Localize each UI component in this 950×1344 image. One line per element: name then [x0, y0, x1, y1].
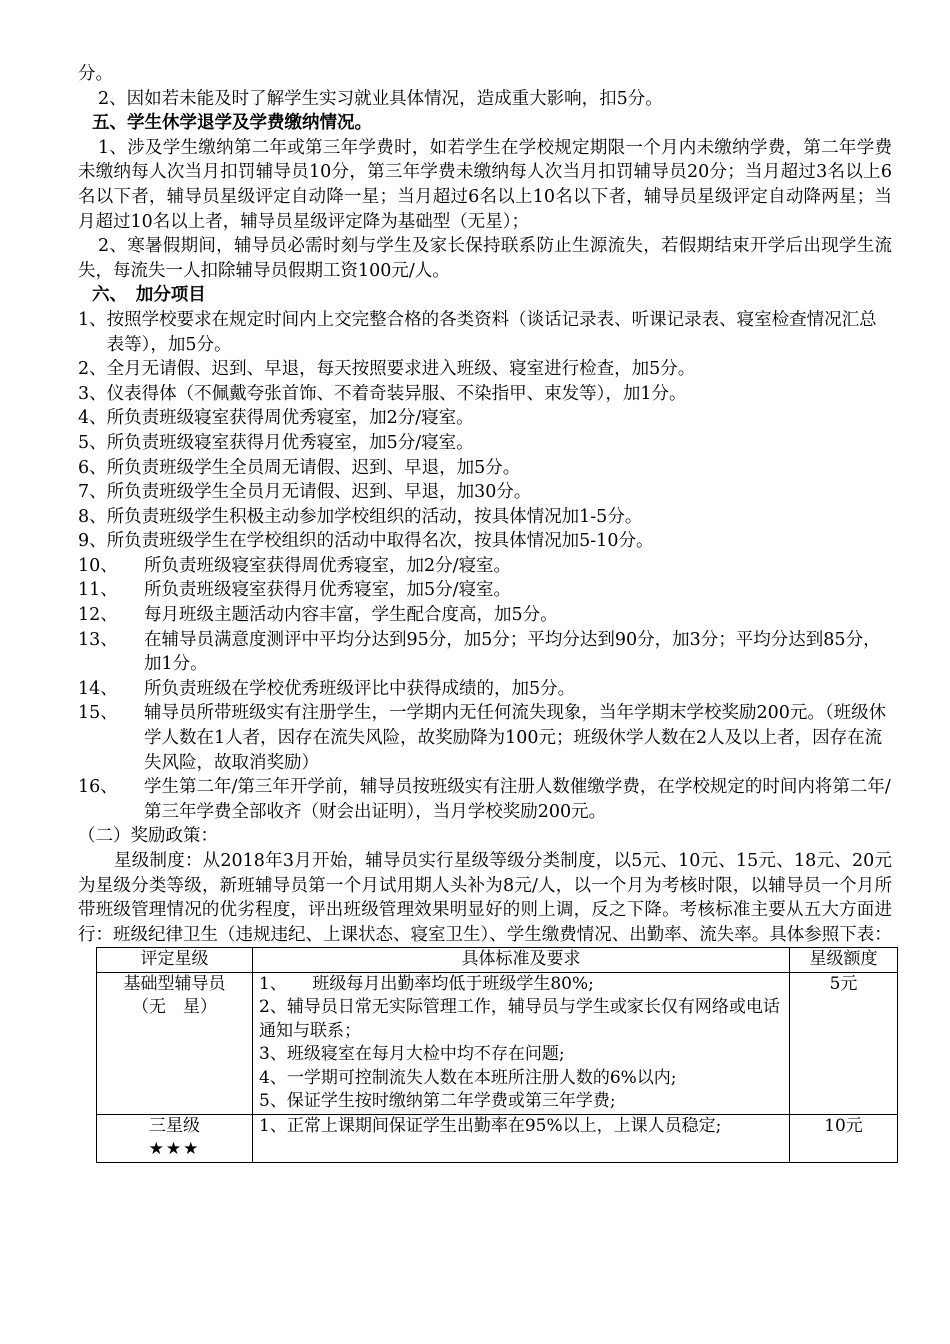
list-item — [78, 529, 892, 554]
text-line-deduction-2: 2、因如若未能及时了解学生实习就业具体情况，造成重大影响，扣5分。 — [98, 88, 663, 109]
criteria-cell — [253, 972, 790, 1114]
table-header-row — [97, 948, 898, 973]
table-row — [97, 1114, 898, 1162]
item-text: 所负责班级学生全员周无请假、迟到、早退，加5分。 — [106, 457, 521, 478]
list-item — [78, 701, 892, 775]
column-header-amount: 星级额度 — [790, 948, 898, 973]
item-number: 15、 — [78, 703, 118, 724]
level-name: 三星级 — [149, 1115, 200, 1136]
criteria-line: 1、 班级每月出勤率均低于班级学生80%; — [259, 973, 594, 994]
criteria-cell — [253, 1114, 790, 1162]
item-text: 所负责班级学生在学校组织的活动中取得名次，按具体情况加5-10分。 — [106, 531, 654, 552]
item-text: 全月无请假、迟到、早退，每天按照要求进入班级、寝室进行检查，加5分。 — [106, 359, 696, 380]
criteria-line: 2、辅导员日常无实际管理工作，辅导员与学生或家长仅有网络或电话通知与联系； — [259, 997, 780, 1041]
level-cell — [97, 1114, 253, 1162]
text-line-continuation: 分。 — [78, 64, 113, 84]
item-text: 在辅导员满意度测评中平均分达到95分，加5分；平均分达到90分，加3分；平均分达到85分，加1分。 — [144, 629, 881, 675]
item-number: 14、 — [78, 678, 118, 699]
section5-paragraph-2: 2、寒暑假期间，辅导员必需时刻与学生及家长保持联系防止生源流失，若假期结束开学后出现学生流失，每流失一人扣除辅导员假期工资100元/人。 — [78, 236, 892, 281]
item-text: 学生第二年/第三年开学前，辅导员按班级实有注册人数催缴学费，在学校规定的时间内将第二年/第三年学费全部收齐（财会出证明），当月学校奖励200元。 — [144, 777, 891, 822]
item-number: 8、 — [78, 506, 107, 527]
item-text: 所负责班级寝室获得周优秀寝室，加2分/寝室。 — [106, 408, 474, 429]
list-item — [78, 578, 892, 603]
list-item — [78, 775, 892, 824]
item-number: 4、 — [78, 408, 107, 429]
section-heading-5: 五、学生休学退学及学费缴纳情况。 — [92, 113, 372, 134]
star-rating-icon: ★★★ — [148, 1139, 201, 1160]
star-level-table — [96, 947, 898, 1163]
list-item — [78, 480, 892, 505]
list-item — [78, 603, 892, 628]
item-number: 7、 — [78, 482, 107, 503]
list-item — [78, 554, 892, 579]
item-text: 所负责班级在学校优秀班级评比中获得成绩的，加5分。 — [144, 678, 576, 699]
item-text: 每月班级主题活动内容丰富，学生配合度高，加5分。 — [144, 605, 558, 626]
reward-policy-heading: （二）奖励政策： — [78, 826, 218, 847]
column-header-criteria: 具体标准及要求 — [253, 948, 790, 973]
reward-policy-paragraph: 星级制度：从2018年3月开始，辅导员实行星级等级分类制度，以5元、10元、15元、18元、20元为星级分类等级，新班辅导员第一个月试用期人头补为8元/人，以一个月为考核时限，以辅导员一个月所带班级管理情况的优劣程度，评出班级管理效果明显好的则上调，反之下降。考核标准主要从五大方面进行：班级纪律卫生（违规违纪、上课状态、寝室卫生）、学生缴费情况、出勤率、流失率。具体参照下表： — [78, 851, 892, 945]
item-number: 16、 — [78, 777, 118, 798]
item-number: 12、 — [78, 605, 118, 626]
section5-paragraph-1: 1、涉及学生缴纳第二年或第三年学费时，如若学生在学校规定期限一个月内未缴纳学费，第二年学费未缴纳每人次当月扣罚辅导员10分，第三年学费未缴纳每人次当月扣罚辅导员20分；当月超过3名以上6名以下者，辅导员星级评定自动降一星；当月超过6名以上10名以下者，辅导员星级评定自动降两星；当月超过10名以上者，辅导员星级评定降为基础型（无星）； — [78, 137, 892, 232]
level-cell — [97, 972, 253, 1114]
item-text: 辅导员所带班级实有注册学生，一学期内无任何流失现象，当年学期末学校奖励200元。（班级休学人数在1人者，因存在流失风险，故奖励降为100元；班级休学人数在2人及以上者，因存在流失风险，故取消奖励） — [144, 703, 887, 773]
list-item — [78, 628, 892, 677]
list-item — [78, 505, 892, 530]
section-heading-6: 六、 加分项目 — [92, 285, 206, 306]
level-subtitle: （无 星） — [132, 997, 217, 1018]
level-name: 基础型辅导员 — [123, 973, 226, 994]
item-number: 10、 — [78, 555, 118, 576]
list-item — [78, 456, 892, 481]
criteria-line: 4、一学期可控制流失人数在本班所注册人数的6%以内; — [259, 1067, 677, 1088]
item-number: 5、 — [78, 432, 107, 453]
criteria-line: 3、班级寝室在每月大检中均不存在问题; — [259, 1044, 565, 1065]
bonus-item-list — [78, 308, 892, 824]
item-number: 9、 — [78, 531, 107, 552]
item-text: 所负责班级寝室获得月优秀寝室，加5分/寝室。 — [144, 580, 512, 601]
item-text: 仪表得体（不佩戴夸张首饰、不着奇装异服、不染指甲、束发等），加1分。 — [106, 383, 687, 404]
item-number: 11、 — [78, 580, 118, 601]
item-text: 所负责班级寝室获得月优秀寝室，加5分/寝室。 — [106, 432, 474, 453]
item-text: 所负责班级学生积极主动参加学校组织的活动，按具体情况加1-5分。 — [106, 506, 643, 527]
item-number: 13、 — [78, 629, 118, 650]
list-item — [78, 308, 892, 357]
list-item — [78, 431, 892, 456]
criteria-line: 1、正常上课期间保证学生出勤率在95%以上，上课人员稳定; — [259, 1115, 722, 1136]
column-header-level: 评定星级 — [97, 948, 253, 973]
item-text: 所负责班级寝室获得周优秀寝室，加2分/寝室。 — [144, 555, 512, 576]
list-item — [78, 382, 892, 407]
item-number: 2、 — [78, 359, 107, 380]
amount-cell: 10元 — [790, 1114, 898, 1162]
list-item — [78, 406, 892, 431]
item-number: 3、 — [78, 383, 107, 404]
list-item — [78, 677, 892, 702]
table-row — [97, 972, 898, 1114]
item-number: 1、 — [78, 309, 107, 330]
item-number: 6、 — [78, 457, 107, 478]
criteria-line: 5、保证学生按时缴纳第二年学费或第三年学费; — [259, 1091, 616, 1112]
item-text: 按照学校要求在规定时间内上交完整合格的各类资料（谈话记录表、听课记录表、寝室检查情况汇总表等），加5分。 — [106, 309, 877, 355]
amount-cell: 5元 — [790, 972, 898, 1114]
list-item — [78, 357, 892, 382]
item-text: 所负责班级学生全员月无请假、迟到、早退，加30分。 — [106, 482, 532, 503]
